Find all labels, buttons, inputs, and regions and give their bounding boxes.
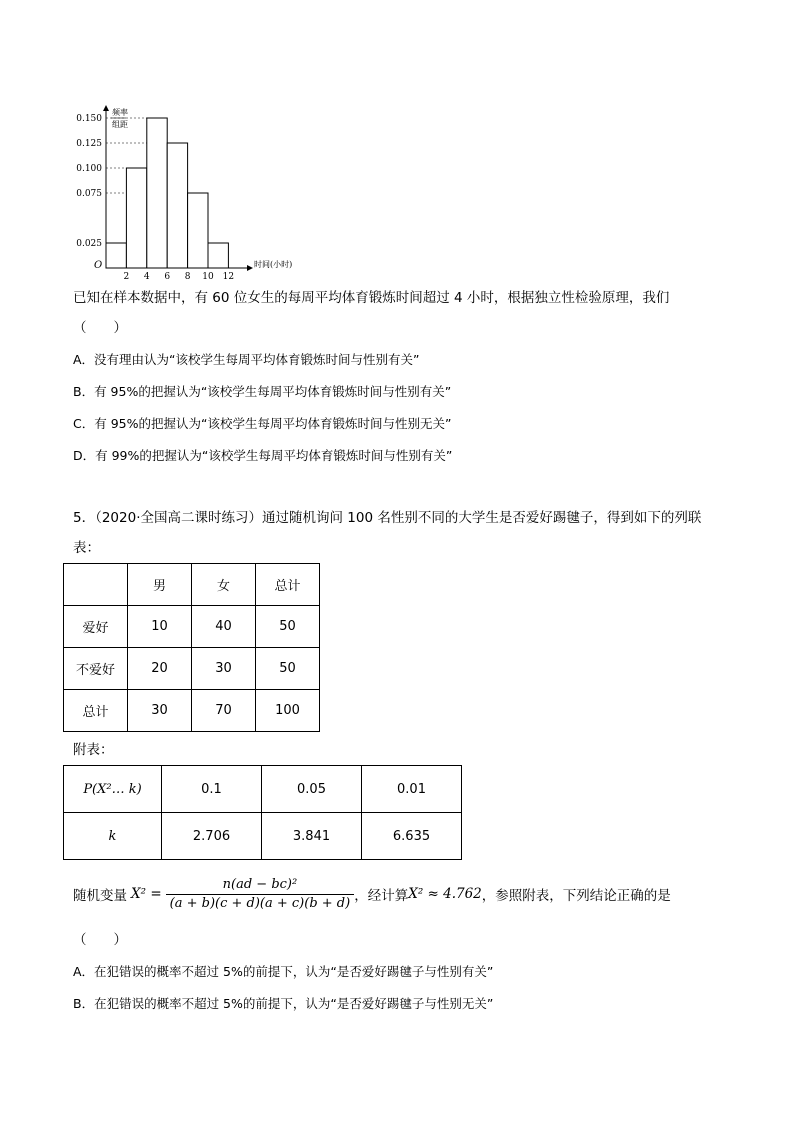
table-cell: k [64, 813, 162, 860]
formula-fraction [166, 876, 355, 913]
formula-line [73, 872, 671, 916]
histogram-bar [167, 143, 187, 268]
table-cell: 50 [256, 648, 320, 690]
x-tick-label: 6 [164, 272, 171, 282]
y-tick-label: 0.150 [76, 114, 102, 124]
x-tick-label: 2 [123, 272, 130, 282]
q4-option-b[interactable]: B．有 95%的把握认为“该校学生每周平均体育锻炼时间与性别有关” [73, 384, 452, 399]
table-cell: P(X²… k) [64, 766, 162, 813]
x-tick-label: 4 [143, 272, 150, 282]
histogram-bar [106, 243, 126, 268]
table-row [64, 606, 320, 648]
q5-option-b[interactable]: B．在犯错误的概率不超过 5%的前提下，认为“是否爱好踢毽子与性别无关” [73, 996, 494, 1011]
table-cell: 70 [192, 690, 256, 732]
table-cell: 20 [128, 648, 192, 690]
table-cell: 不爱好 [64, 648, 128, 690]
table-cell: 2.706 [162, 813, 262, 860]
table-cell [64, 564, 128, 606]
contingency-table [63, 563, 320, 732]
histogram-bar [126, 168, 146, 268]
table-row [64, 564, 320, 606]
table-cell: 100 [256, 690, 320, 732]
q4-option-d[interactable]: D．有 99%的把握认为“该校学生每周平均体育锻炼时间与性别有关” [73, 448, 453, 463]
table-row [64, 813, 462, 860]
table-cell: 0.05 [262, 766, 362, 813]
table-cell: 30 [128, 690, 192, 732]
x-tick-label: 12 [222, 272, 235, 282]
q4-option-c[interactable]: C．有 95%的把握认为“该校学生每周平均体育锻炼时间与性别无关” [73, 416, 452, 431]
formula-numerator: n(ad − bc)² [166, 876, 355, 895]
y-axis-label-bottom: 组距 [112, 120, 128, 129]
y-tick-label: 0.125 [76, 139, 102, 149]
x-tick-label: 10 [202, 272, 214, 282]
table-cell: 40 [192, 606, 256, 648]
y-tick-label: 0.075 [76, 189, 102, 199]
table-row [64, 690, 320, 732]
table-cell: 爱好 [64, 606, 128, 648]
appendix-label: 附表： [73, 742, 114, 758]
histogram-bar [188, 193, 208, 268]
x-axis-label: 时间(小时) [254, 260, 293, 269]
q5-paren: （ ） [73, 932, 127, 948]
formula-suffix-1: ，经计算 [354, 888, 409, 904]
table-cell: 10 [128, 606, 192, 648]
q5-option-a[interactable]: A．在犯错误的概率不超过 5%的前提下，认为“是否爱好踢毽子与性别有关” [73, 964, 494, 979]
frequency-histogram [70, 100, 300, 282]
y-axis-label-top: 频率 [112, 108, 128, 117]
q5-stem-line1: 5．（2020·全国高二课时练习）通过随机询问 100 名性别不同的大学生是否爱好踢毽子，得到如下的列联 [73, 510, 702, 526]
formula-prefix: 随机变量 [73, 888, 127, 904]
formula-value: X² ≈ 4.762 [408, 886, 482, 902]
histogram-bar [147, 118, 167, 268]
appendix-table [63, 765, 462, 860]
table-cell: 0.01 [362, 766, 462, 813]
table-cell: 男 [128, 564, 192, 606]
table-cell: 3.841 [262, 813, 362, 860]
q5-stem-line2: 表： [73, 540, 100, 556]
histogram-bar [208, 243, 228, 268]
table-cell: 女 [192, 564, 256, 606]
y-tick-label: 0.100 [76, 164, 102, 174]
table-cell: 6.635 [362, 813, 462, 860]
table-cell: 0.1 [162, 766, 262, 813]
table-cell: 50 [256, 606, 320, 648]
q4-stem: 已知在样本数据中，有 60 位女生的每周平均体育锻炼时间超过 4 小时，根据独立性检验原理，我们 [73, 290, 670, 306]
q4-option-a[interactable]: A．没有理由认为“该校学生每周平均体育锻炼时间与性别有关” [73, 352, 420, 367]
q4-paren: （ ） [73, 320, 127, 336]
formula-suffix-2: ，参照附表，下列结论正确的是 [481, 888, 671, 904]
table-cell: 总计 [256, 564, 320, 606]
table-row [64, 648, 320, 690]
formula-denominator: (a + b)(c + d)(a + c)(b + d) [169, 895, 351, 911]
formula-variable: X² = [131, 886, 162, 902]
table-cell: 30 [192, 648, 256, 690]
y-tick-label: 0.025 [76, 239, 102, 249]
table-cell: 总计 [64, 690, 128, 732]
x-tick-label: 8 [184, 272, 191, 282]
table-row [64, 766, 462, 813]
origin-label: O [94, 260, 103, 271]
